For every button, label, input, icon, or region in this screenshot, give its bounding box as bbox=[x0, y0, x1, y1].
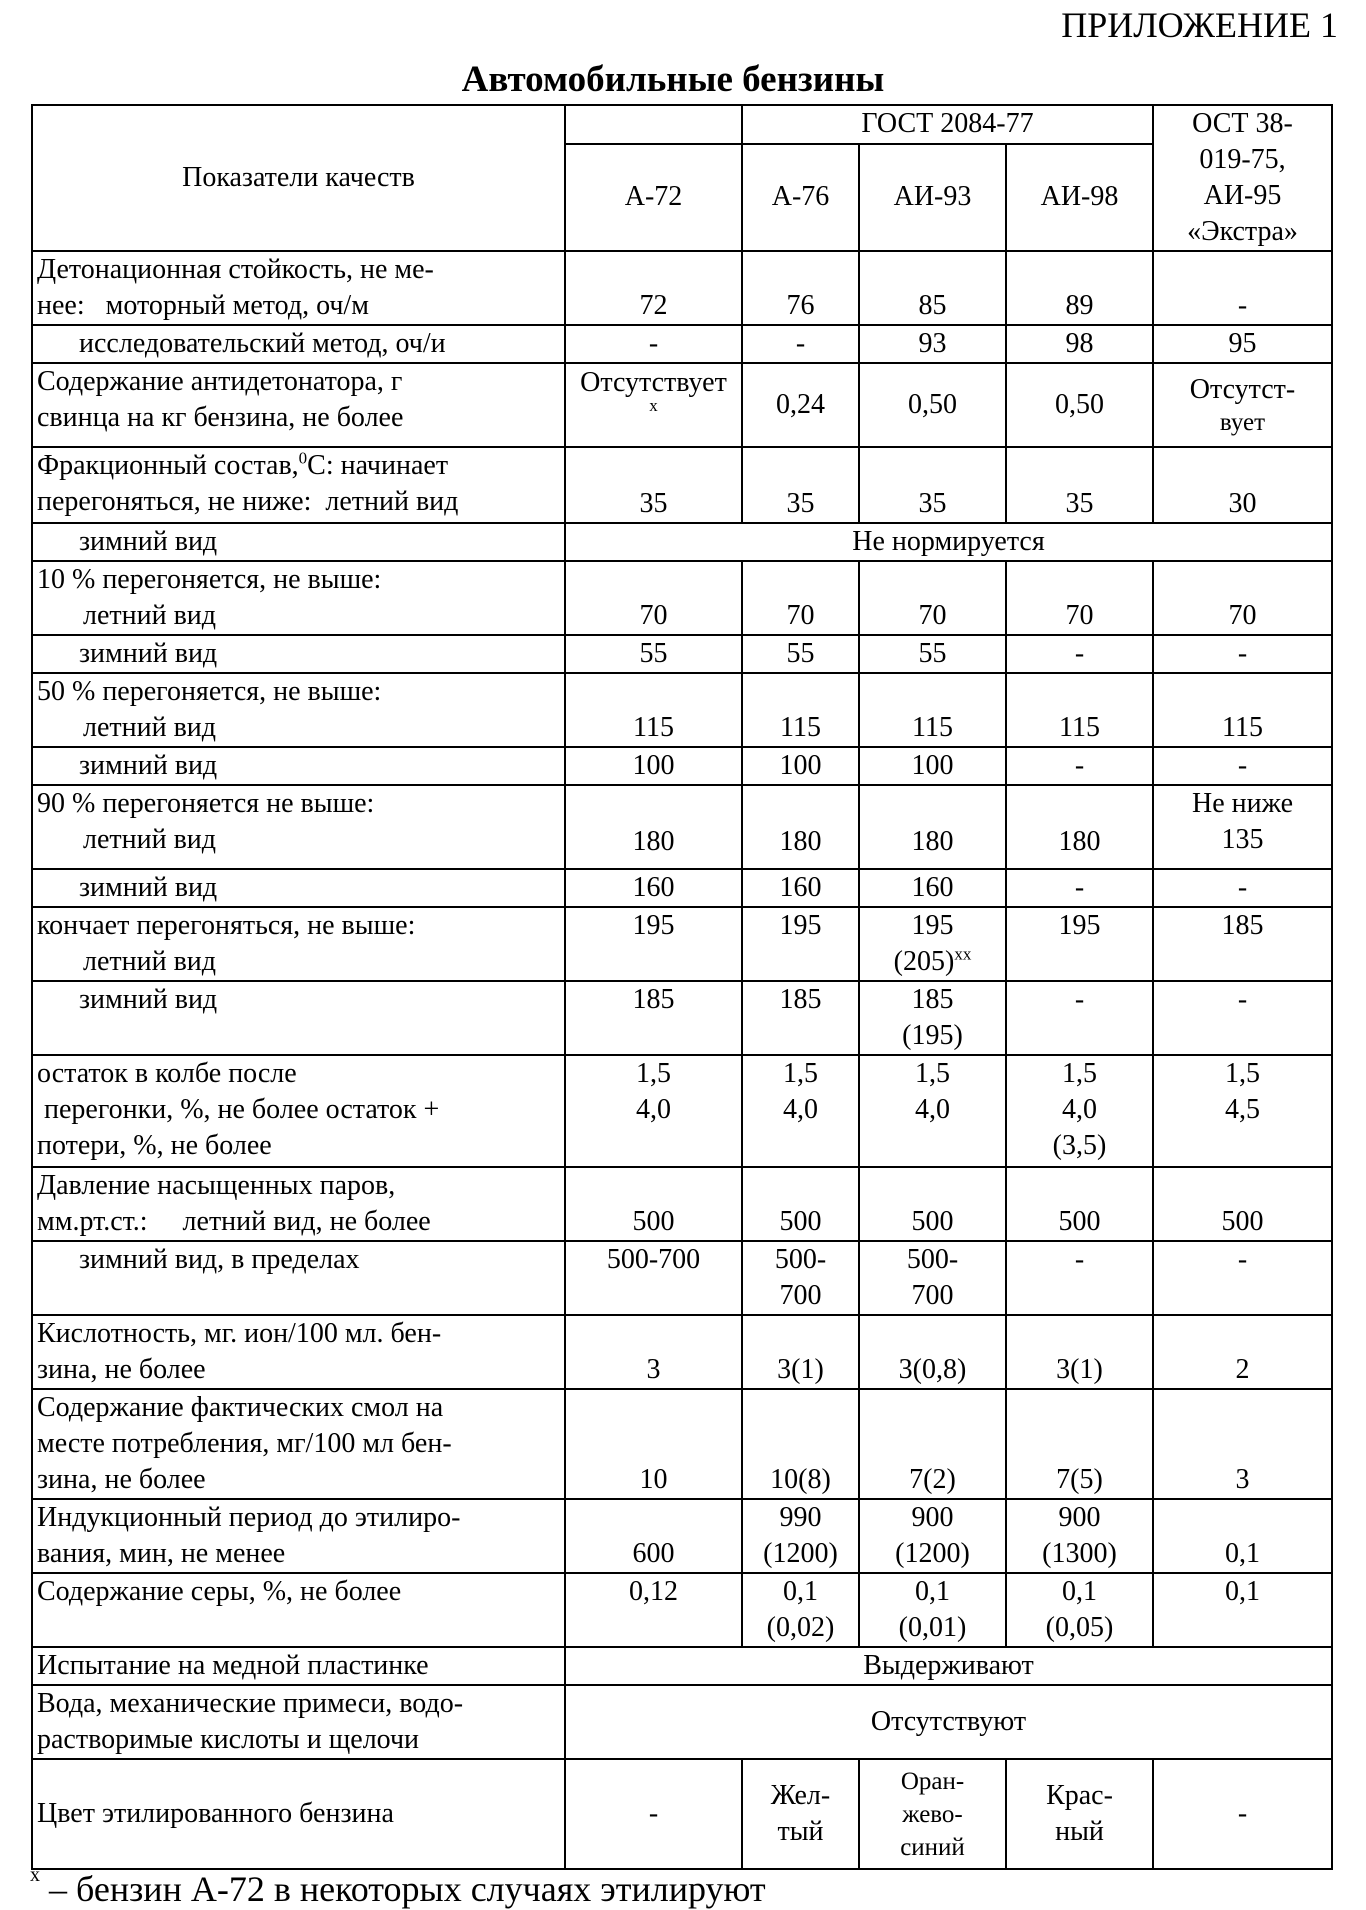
row-label: зимний вид, в пределах bbox=[32, 1241, 565, 1315]
row-label bbox=[32, 1499, 565, 1573]
cell-ai93: 160 bbox=[859, 869, 1006, 907]
cell-ost-line: Не ниже bbox=[1191, 788, 1294, 819]
row-label bbox=[32, 673, 565, 747]
cell-value-line: 500- bbox=[774, 1244, 827, 1275]
cell-ai93 bbox=[859, 1241, 1006, 1315]
cell-ai98: 3(1) bbox=[1006, 1315, 1153, 1389]
cell-value-line: 0,1 bbox=[1062, 1576, 1097, 1607]
header-indicators: Показатели качеств bbox=[32, 105, 565, 251]
cell-ai93 bbox=[859, 1499, 1006, 1573]
cell-a72: 115 bbox=[565, 673, 742, 747]
merged-cell: Отсутствуют bbox=[565, 1685, 1332, 1759]
row-label bbox=[32, 447, 565, 523]
cell-ost-line: Отсутст- bbox=[1189, 374, 1296, 405]
cell-ost: 0,1 bbox=[1153, 1499, 1332, 1573]
cell-a76: 35 bbox=[742, 447, 859, 523]
row-label-line: свинца на кг бензина, не более bbox=[37, 402, 404, 433]
cell-value-line: (0,01) bbox=[898, 1612, 967, 1643]
table-row bbox=[32, 785, 1332, 869]
table-row bbox=[32, 907, 1332, 981]
header-a72: А-72 bbox=[565, 144, 742, 251]
cell-a76: 500 bbox=[742, 1167, 859, 1241]
cell-ost: - bbox=[1153, 869, 1332, 907]
cell-ost: 95 bbox=[1153, 325, 1332, 363]
cell-a72: 500-700 bbox=[565, 1241, 742, 1315]
row-label-line: кончает перегоняться, не выше: bbox=[37, 910, 416, 941]
row-label-line: зина, не более bbox=[37, 1464, 206, 1495]
table-row bbox=[32, 561, 1332, 635]
row-label-line: Давление насыщенных паров, bbox=[37, 1170, 396, 1201]
cell-ai98: 0,50 bbox=[1006, 363, 1153, 447]
row-label bbox=[32, 1389, 565, 1499]
row-label: зимний вид bbox=[32, 869, 565, 907]
cell-a72: 100 bbox=[565, 747, 742, 785]
cell-ost: 0,1 bbox=[1153, 1573, 1332, 1647]
row-label bbox=[32, 907, 565, 981]
cell-ai93-line: (195) bbox=[902, 1020, 963, 1051]
table-row bbox=[32, 251, 1332, 325]
cell-ai93: 85 bbox=[859, 251, 1006, 325]
table-row bbox=[32, 1055, 1332, 1167]
cell-a72: 3 bbox=[565, 1315, 742, 1389]
table-row bbox=[32, 673, 1332, 747]
appendix-label: ПРИЛОЖЕНИЕ 1 bbox=[1061, 5, 1338, 45]
footnote-marker: xx bbox=[954, 944, 972, 964]
row-label-line: Содержание фактических смол на bbox=[37, 1392, 444, 1423]
row-label-line: Детонационная стойкость, не ме- bbox=[37, 254, 434, 285]
cell-ai98: 70 bbox=[1006, 561, 1153, 635]
merged-cell: Не нормируется bbox=[565, 523, 1332, 561]
row-label-line: 50 % перегоняется, не выше: bbox=[37, 676, 382, 707]
row-label: зимний вид bbox=[32, 635, 565, 673]
gasoline-specs-table bbox=[31, 104, 1333, 1870]
cell-ai98: - bbox=[1006, 869, 1153, 907]
footnote bbox=[30, 1864, 766, 1910]
cell-a76 bbox=[742, 1759, 859, 1869]
table-row bbox=[32, 1573, 1332, 1647]
cell-value-line: Жел- bbox=[770, 1780, 831, 1811]
cell-value-line: 4,0 bbox=[1062, 1094, 1097, 1125]
cell-ai93-line: 185 bbox=[911, 984, 954, 1015]
table-row bbox=[32, 1389, 1332, 1499]
table-row bbox=[32, 869, 1332, 907]
cell-value-line: 990 bbox=[779, 1502, 822, 1533]
header-ost-line: ОСТ 38- bbox=[1192, 108, 1293, 139]
cell-a72: 195 bbox=[565, 907, 742, 981]
cell-a76: 185 bbox=[742, 981, 859, 1055]
cell-a72 bbox=[565, 363, 742, 447]
cell-ost: - bbox=[1153, 1759, 1332, 1869]
cell-a76: 0,24 bbox=[742, 363, 859, 447]
cell-value-line: 4,0 bbox=[636, 1094, 671, 1125]
cell-ai93 bbox=[859, 981, 1006, 1055]
cell-a76: 70 bbox=[742, 561, 859, 635]
header-ost-line: АИ-95 bbox=[1203, 180, 1282, 211]
cell-ai98: 35 bbox=[1006, 447, 1153, 523]
row-label-line: 90 % перегоняется не выше: bbox=[37, 788, 375, 819]
cell-a76 bbox=[742, 1573, 859, 1647]
table-row bbox=[32, 1685, 1332, 1759]
cell-ost: 2 bbox=[1153, 1315, 1332, 1389]
table-header-row bbox=[32, 105, 1332, 144]
cell-value-line: 900 bbox=[1058, 1502, 1101, 1533]
cell-a72: 160 bbox=[565, 869, 742, 907]
table-row bbox=[32, 1759, 1332, 1869]
cell-ai93 bbox=[859, 907, 1006, 981]
cell-ai98: - bbox=[1006, 747, 1153, 785]
cell-ost bbox=[1153, 785, 1332, 869]
cell-a76: 115 bbox=[742, 673, 859, 747]
cell-a72 bbox=[565, 1055, 742, 1167]
row-label: Испытание на медной пластинке bbox=[32, 1647, 565, 1685]
row-label: исследовательский метод, оч/и bbox=[32, 325, 565, 363]
cell-ost: - bbox=[1153, 251, 1332, 325]
cell-a76: 195 bbox=[742, 907, 859, 981]
cell-value-line: 1,5 bbox=[915, 1058, 950, 1089]
cell-value-line: (1200) bbox=[895, 1538, 970, 1569]
cell-value-line: 1,5 bbox=[1062, 1058, 1097, 1089]
row-label-line: перегоняться, не ниже: летний вид bbox=[37, 486, 459, 517]
row-label-line: зина, не более bbox=[37, 1354, 206, 1385]
cell-value-line: (3,5) bbox=[1052, 1130, 1107, 1161]
cell-a72: 35 bbox=[565, 447, 742, 523]
row-label: Содержание серы, %, не более bbox=[32, 1573, 565, 1647]
row-label bbox=[32, 1167, 565, 1241]
footnote-text: – бензин А-72 в некоторых случаях этилируют bbox=[40, 1869, 766, 1909]
header-ai98: АИ-98 bbox=[1006, 144, 1153, 251]
cell-ai98: 89 bbox=[1006, 251, 1153, 325]
cell-value-line: тый bbox=[777, 1816, 824, 1847]
cell-value-line: 700 bbox=[911, 1280, 954, 1311]
cell-value-line: 500- bbox=[906, 1244, 959, 1275]
cell-value-line: ный bbox=[1055, 1816, 1104, 1847]
cell-ai93: 3(0,8) bbox=[859, 1315, 1006, 1389]
table-row bbox=[32, 1315, 1332, 1389]
cell-ost bbox=[1153, 1055, 1332, 1167]
header-empty-cell bbox=[565, 105, 742, 144]
cell-ai93 bbox=[859, 1573, 1006, 1647]
cell-value-line: (0,05) bbox=[1045, 1612, 1114, 1643]
table-row bbox=[32, 981, 1332, 1055]
cell-a76 bbox=[742, 1055, 859, 1167]
cell-value-line: 1,5 bbox=[636, 1058, 671, 1089]
table-row bbox=[32, 325, 1332, 363]
row-label: зимний вид bbox=[32, 523, 565, 561]
cell-a76 bbox=[742, 1499, 859, 1573]
row-label-line: мм.рт.ст.: летний вид, не более bbox=[37, 1206, 431, 1237]
cell-ai98 bbox=[1006, 1499, 1153, 1573]
row-label-line: летний вид bbox=[83, 600, 217, 631]
cell-ai93: 500 bbox=[859, 1167, 1006, 1241]
cell-a76: 180 bbox=[742, 785, 859, 869]
cell-ost: - bbox=[1153, 1241, 1332, 1315]
cell-value-line: 4,0 bbox=[783, 1094, 818, 1125]
cell-ost-line: вует bbox=[1219, 409, 1266, 436]
row-label-line: летний вид bbox=[83, 946, 217, 977]
cell-value-line: 900 bbox=[911, 1502, 954, 1533]
cell-ai98: - bbox=[1006, 981, 1153, 1055]
cell-ai98: - bbox=[1006, 635, 1153, 673]
row-label-line: 10 % перегоняется, не выше: bbox=[37, 564, 382, 595]
document-title: Автомобильные бензины bbox=[461, 59, 885, 100]
cell-ai93: 115 bbox=[859, 673, 1006, 747]
row-label bbox=[32, 363, 565, 447]
cell-ai93: 7(2) bbox=[859, 1389, 1006, 1499]
cell-a72: 55 bbox=[565, 635, 742, 673]
cell-ai93: 100 bbox=[859, 747, 1006, 785]
cell-ai93-text: (205) bbox=[893, 946, 955, 977]
cell-a72: 180 bbox=[565, 785, 742, 869]
cell-ai93-line: 195 bbox=[911, 910, 954, 941]
cell-ost-line: 135 bbox=[1221, 824, 1264, 855]
row-label bbox=[32, 1055, 565, 1167]
cell-ai98 bbox=[1006, 1759, 1153, 1869]
row-label-line: перегонки, %, не более остаток + bbox=[37, 1094, 440, 1125]
table-row bbox=[32, 635, 1332, 673]
cell-ost: - bbox=[1153, 635, 1332, 673]
row-label-line: остаток в колбе после bbox=[37, 1058, 297, 1089]
cell-a72: 600 bbox=[565, 1499, 742, 1573]
cell-value-line: 1,5 bbox=[783, 1058, 818, 1089]
cell-value-line: Крас- bbox=[1046, 1780, 1113, 1811]
cell-a72: 500 bbox=[565, 1167, 742, 1241]
row-label-part: Фракционный состав, bbox=[37, 450, 299, 481]
table-row bbox=[32, 363, 1332, 447]
header-ost-line: 019-75, bbox=[1199, 144, 1286, 175]
cell-ai98: 115 bbox=[1006, 673, 1153, 747]
row-label bbox=[32, 785, 565, 869]
row-label: Цвет этилированного бензина bbox=[32, 1759, 565, 1869]
cell-ost: 70 bbox=[1153, 561, 1332, 635]
cell-a72: 185 bbox=[565, 981, 742, 1055]
header-ost-line: «Экстра» bbox=[1187, 216, 1298, 247]
cell-value-line: (0,02) bbox=[766, 1612, 835, 1643]
cell-value-line: Оран- bbox=[900, 1767, 965, 1795]
cell-ai93: 180 bbox=[859, 785, 1006, 869]
row-label-line: летний вид bbox=[83, 712, 217, 743]
cell-value-line: 0,1 bbox=[783, 1576, 818, 1607]
row-label-line: нее: моторный метод, оч/м bbox=[37, 290, 369, 321]
table-row bbox=[32, 1499, 1332, 1573]
row-label bbox=[32, 561, 565, 635]
header-gost: ГОСТ 2084-77 bbox=[742, 105, 1153, 144]
footnote-marker: x bbox=[30, 1864, 40, 1886]
table-row bbox=[32, 523, 1332, 561]
cell-ai98: 7(5) bbox=[1006, 1389, 1153, 1499]
cell-ost: - bbox=[1153, 747, 1332, 785]
cell-ai98 bbox=[1006, 1055, 1153, 1167]
cell-a72-text: Отсутствует bbox=[580, 367, 727, 398]
row-label-line: Индукционный период до этилиро- bbox=[37, 1502, 461, 1533]
cell-a72: 0,12 bbox=[565, 1573, 742, 1647]
row-label-line: Содержание антидетонатора, г bbox=[37, 366, 403, 397]
cell-value-line: синий bbox=[900, 1833, 965, 1861]
cell-a76: 76 bbox=[742, 251, 859, 325]
cell-a72: 70 bbox=[565, 561, 742, 635]
cell-value-line: 700 bbox=[779, 1280, 822, 1311]
row-label bbox=[32, 1315, 565, 1389]
row-label: зимний вид bbox=[32, 981, 565, 1055]
cell-ai93 bbox=[859, 1759, 1006, 1869]
cell-a72: - bbox=[565, 1759, 742, 1869]
table-row bbox=[32, 1647, 1332, 1685]
cell-value-line: жево- bbox=[902, 1800, 963, 1828]
header-ai93: АИ-93 bbox=[859, 144, 1006, 251]
cell-ai93 bbox=[859, 1055, 1006, 1167]
cell-ai98: 180 bbox=[1006, 785, 1153, 869]
cell-a72: 10 bbox=[565, 1389, 742, 1499]
row-label-line: Кислотность, мг. ион/100 мл. бен- bbox=[37, 1318, 442, 1349]
footnote-marker: x bbox=[649, 396, 658, 415]
row-label-line: вания, мин, не менее bbox=[37, 1538, 286, 1569]
row-label-part: С: начинает bbox=[307, 450, 449, 481]
cell-ai98 bbox=[1006, 1573, 1153, 1647]
cell-ost bbox=[1153, 363, 1332, 447]
cell-ost: 3 bbox=[1153, 1389, 1332, 1499]
cell-ai98: 500 bbox=[1006, 1167, 1153, 1241]
cell-value-line: 1,5 bbox=[1225, 1058, 1260, 1089]
cell-a76: 10(8) bbox=[742, 1389, 859, 1499]
cell-value-line: (1200) bbox=[763, 1538, 838, 1569]
row-label-line bbox=[37, 448, 560, 484]
cell-a76 bbox=[742, 1241, 859, 1315]
table-row bbox=[32, 1167, 1332, 1241]
cell-ai93: 55 bbox=[859, 635, 1006, 673]
cell-a76: 160 bbox=[742, 869, 859, 907]
cell-ost: 30 bbox=[1153, 447, 1332, 523]
table-row bbox=[32, 747, 1332, 785]
row-label-line: летний вид bbox=[83, 824, 217, 855]
cell-ai98: - bbox=[1006, 1241, 1153, 1315]
cell-ost: - bbox=[1153, 981, 1332, 1055]
cell-ai98: 195 bbox=[1006, 907, 1153, 981]
cell-ai98: 98 bbox=[1006, 325, 1153, 363]
degree-superscript: 0 bbox=[298, 448, 308, 468]
cell-ost: 185 bbox=[1153, 907, 1332, 981]
cell-ost: 115 bbox=[1153, 673, 1332, 747]
row-label-line: растворимые кислоты и щелочи bbox=[37, 1724, 420, 1755]
cell-value-line: (1300) bbox=[1042, 1538, 1117, 1569]
row-label-line: Вода, механические примеси, водо- bbox=[37, 1688, 464, 1719]
header-a76: А-76 bbox=[742, 144, 859, 251]
cell-a72: 72 bbox=[565, 251, 742, 325]
table-row bbox=[32, 1241, 1332, 1315]
cell-ai93: 0,50 bbox=[859, 363, 1006, 447]
cell-ai93-line bbox=[864, 944, 1001, 980]
cell-ai93: 35 bbox=[859, 447, 1006, 523]
table-row bbox=[32, 447, 1332, 523]
cell-value-line: 4,0 bbox=[915, 1094, 950, 1125]
cell-ai93: 93 bbox=[859, 325, 1006, 363]
cell-a76: 100 bbox=[742, 747, 859, 785]
row-label-line: потери, %, не более bbox=[37, 1130, 272, 1161]
cell-ost: 500 bbox=[1153, 1167, 1332, 1241]
row-label bbox=[32, 251, 565, 325]
cell-a76: 3(1) bbox=[742, 1315, 859, 1389]
row-label: зимний вид bbox=[32, 747, 565, 785]
merged-cell: Выдерживают bbox=[565, 1647, 1332, 1685]
row-label-line: месте потребления, мг/100 мл бен- bbox=[37, 1428, 452, 1459]
cell-value-line: 4,5 bbox=[1225, 1094, 1260, 1125]
cell-a72: - bbox=[565, 325, 742, 363]
cell-ai93: 70 bbox=[859, 561, 1006, 635]
header-ost bbox=[1153, 105, 1332, 251]
row-label bbox=[32, 1685, 565, 1759]
cell-a76: 55 bbox=[742, 635, 859, 673]
cell-a76: - bbox=[742, 325, 859, 363]
cell-value-line: 0,1 bbox=[915, 1576, 950, 1607]
